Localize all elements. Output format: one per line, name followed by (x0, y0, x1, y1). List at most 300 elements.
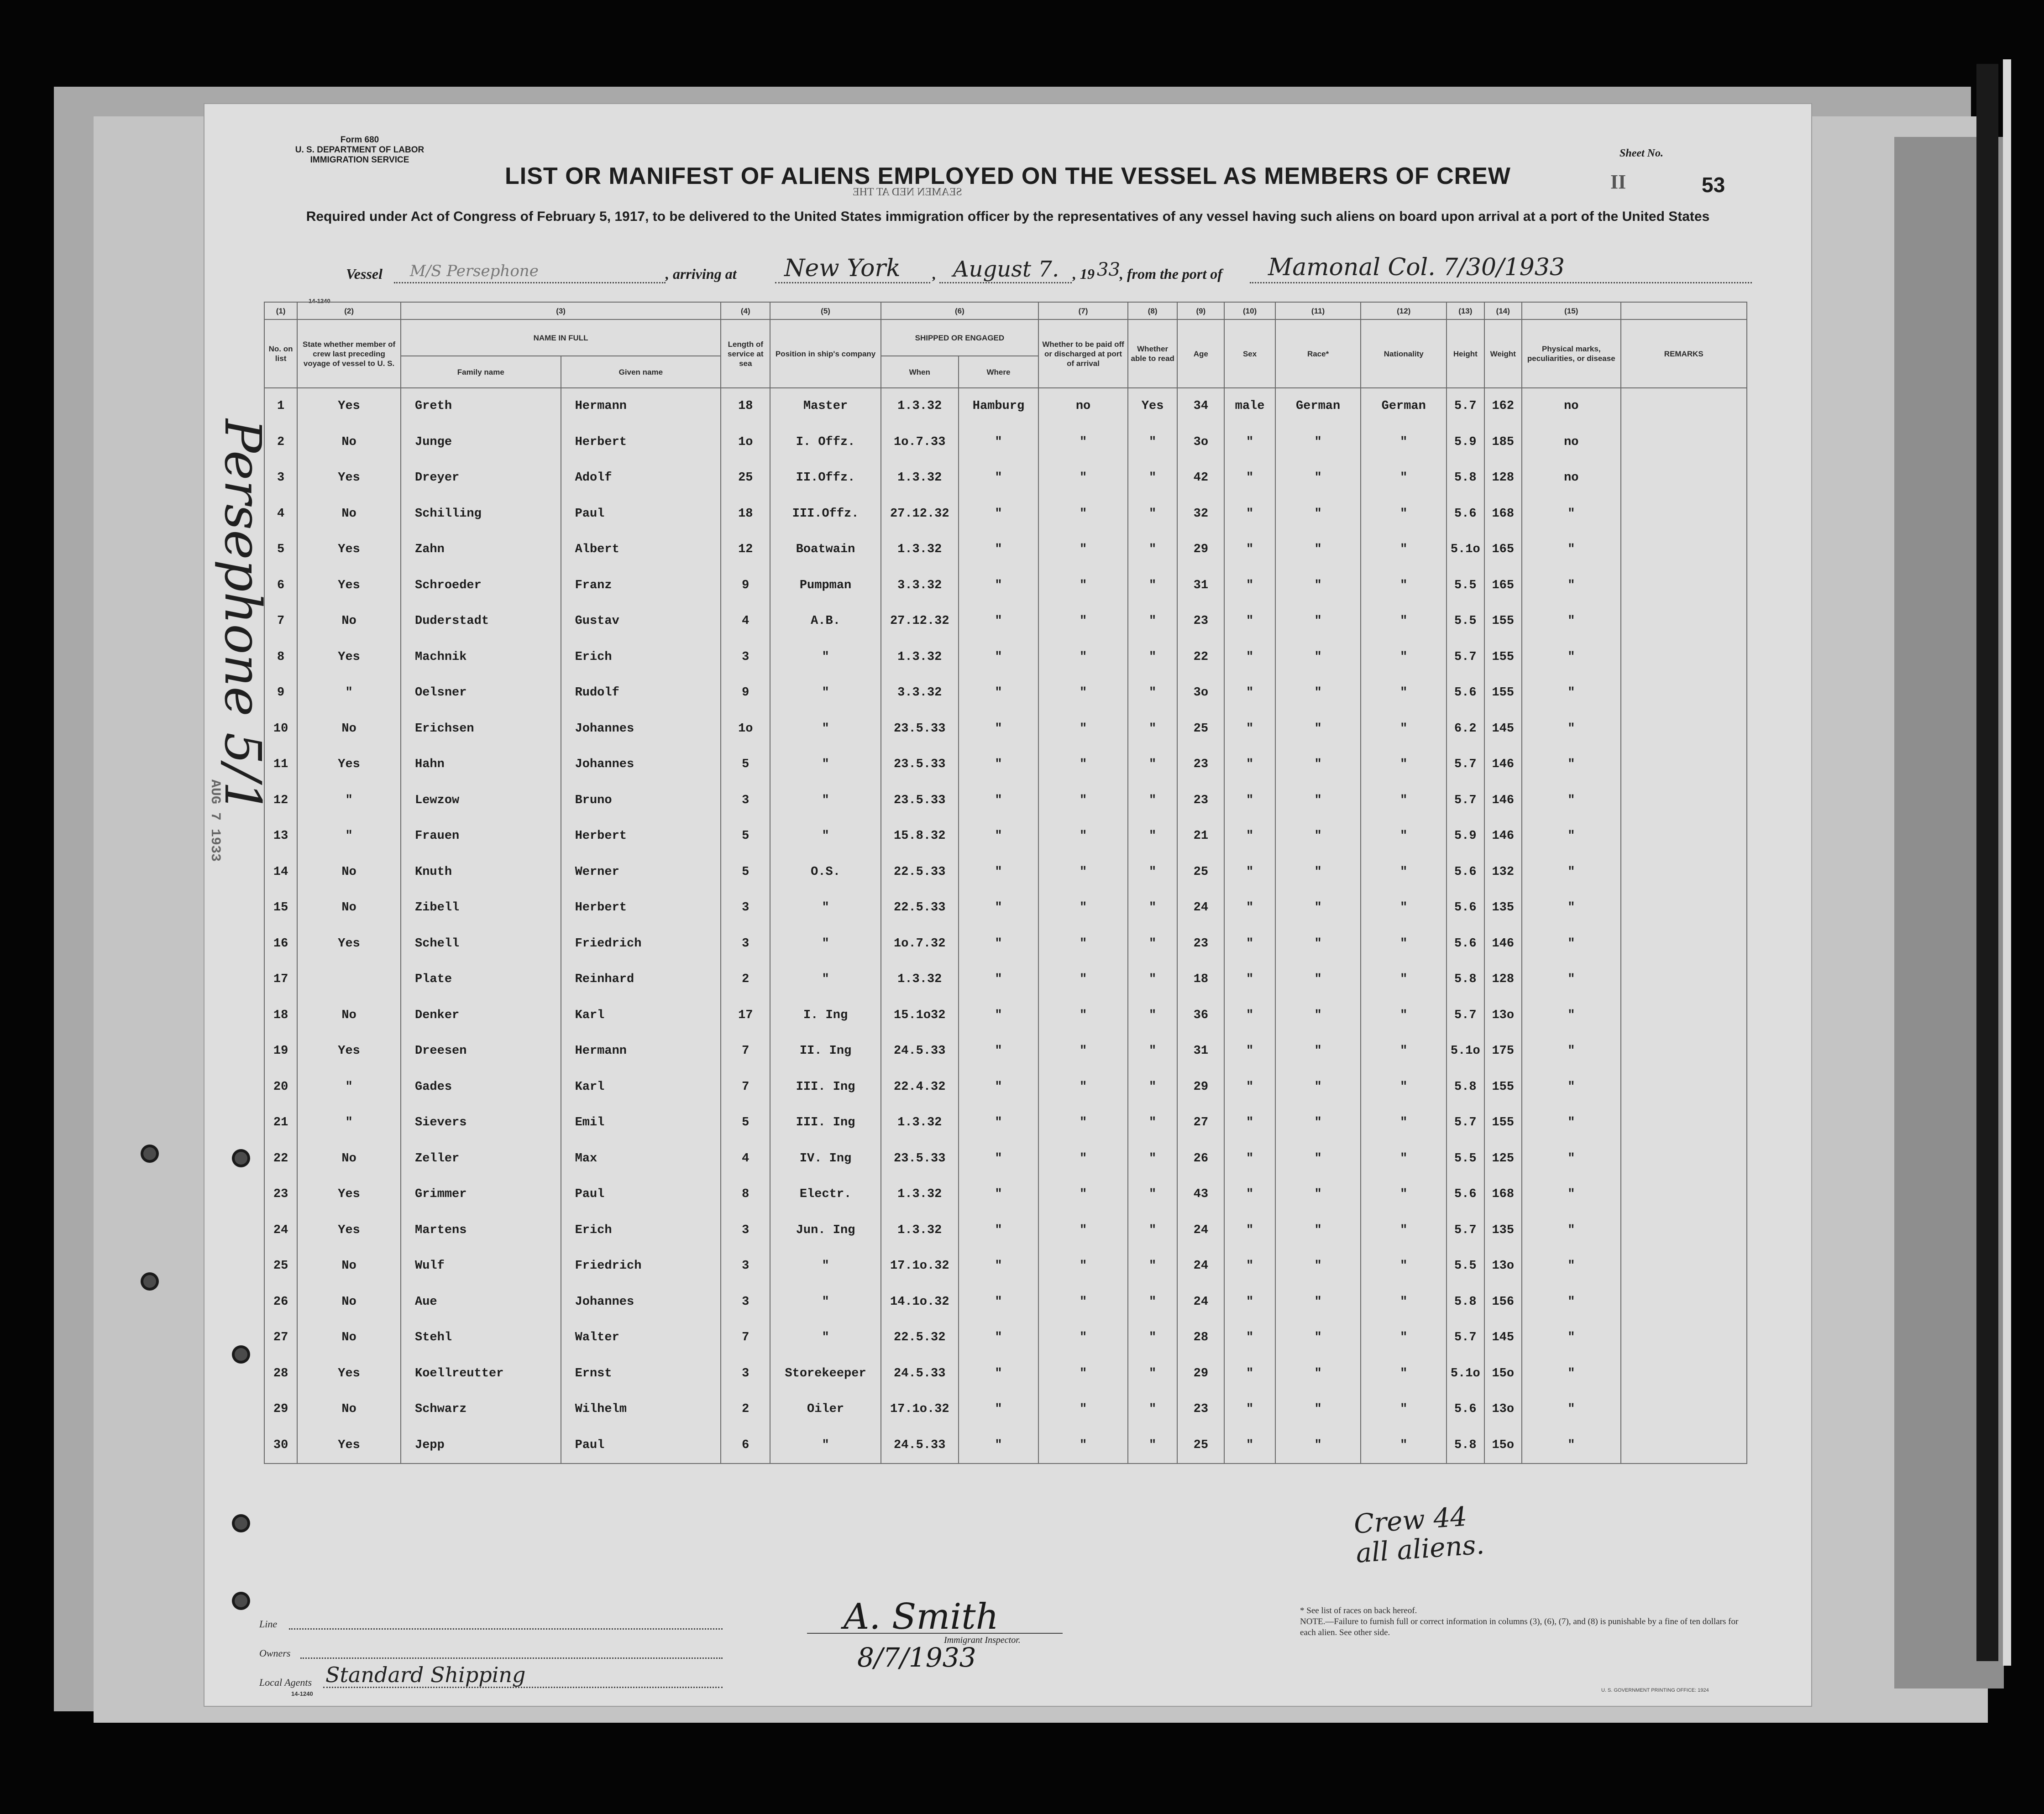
cell-remarks (1621, 675, 1747, 711)
cell-state-whether: No (297, 1284, 401, 1320)
table-row (264, 424, 1747, 460)
cell-age: 18 (1177, 962, 1224, 998)
cell-able-to-read: " (1128, 1141, 1177, 1177)
cell-paid-off: " (1038, 639, 1128, 675)
date-dotted-line (939, 282, 1072, 283)
cell-sex: " (1224, 747, 1275, 783)
cell-able-to-read: " (1128, 1069, 1177, 1105)
cell-race: " (1275, 1391, 1361, 1427)
cell-paid-off: " (1038, 711, 1128, 747)
arriving-label: , arriving at (666, 266, 737, 282)
cell-nationality: " (1361, 962, 1447, 998)
cell-shipped-where: " (959, 1391, 1038, 1427)
cell-length-of-service: 3 (721, 1248, 770, 1284)
cell-race: " (1275, 747, 1361, 783)
header-where: Where (959, 356, 1038, 388)
cell-remarks (1621, 747, 1747, 783)
year-prefix: , 19 (1073, 266, 1095, 282)
cell-state-whether: No (297, 854, 401, 890)
cell-shipped-where: " (959, 854, 1038, 890)
cell-remarks (1621, 1284, 1747, 1320)
cell-height: 5.8 (1447, 1427, 1484, 1464)
cell-nationality: " (1361, 1176, 1447, 1213)
cell-shipped-where: " (959, 818, 1038, 854)
from-port-label: , from the port of (1120, 266, 1222, 282)
cell-physical-marks: " (1522, 675, 1621, 711)
cell-given-name: Rudolf (561, 675, 721, 711)
cell-given-name: Herbert (561, 890, 721, 926)
cell-shipped-where: " (959, 1069, 1038, 1105)
cell-position: " (770, 818, 880, 854)
cell-race: " (1275, 1248, 1361, 1284)
cell-shipped-when: 1.3.32 (881, 962, 959, 998)
cell-shipped-where: " (959, 1320, 1038, 1356)
cell-weight: 155 (1484, 1105, 1522, 1141)
cell-state-whether: Yes (297, 1213, 401, 1249)
cell-shipped-where: " (959, 1213, 1038, 1249)
cell-sex: " (1224, 1069, 1275, 1105)
cell-remarks (1621, 1141, 1747, 1177)
cell-state-whether: " (297, 1069, 401, 1105)
cell-able-to-read: " (1128, 998, 1177, 1034)
cell-state-whether: No (297, 890, 401, 926)
cell-shipped-when: 22.5.32 (881, 1320, 959, 1356)
cell-weight: 155 (1484, 1069, 1522, 1105)
service-name: IMMIGRATION SERVICE (310, 155, 409, 165)
cell-sex: " (1224, 1427, 1275, 1464)
cell-weight: 155 (1484, 603, 1522, 639)
cell-able-to-read: " (1128, 926, 1177, 962)
cell-weight: 132 (1484, 854, 1522, 890)
cell-length-of-service: 1o (721, 711, 770, 747)
cell-race: " (1275, 1284, 1361, 1320)
cell-age: 25 (1177, 711, 1224, 747)
cell-shipped-where: " (959, 1033, 1038, 1069)
cell-row-number: 4 (264, 496, 297, 532)
cell-remarks (1621, 890, 1747, 926)
cell-age: 42 (1177, 460, 1224, 496)
cell-state-whether: Yes (297, 460, 401, 496)
cell-remarks (1621, 1391, 1747, 1427)
cell-able-to-read: " (1128, 568, 1177, 604)
cell-shipped-where: " (959, 496, 1038, 532)
cell-age: 28 (1177, 1320, 1224, 1356)
cell-row-number: 3 (264, 460, 297, 496)
cell-given-name: Karl (561, 998, 721, 1034)
table-row (264, 568, 1747, 604)
cell-row-number: 12 (264, 783, 297, 819)
cell-physical-marks: " (1522, 568, 1621, 604)
cell-remarks (1621, 1176, 1747, 1213)
cell-weight: 146 (1484, 926, 1522, 962)
cell-state-whether: Yes (297, 1356, 401, 1392)
cell-weight: 135 (1484, 1213, 1522, 1249)
cell-state-whether: No (297, 424, 401, 460)
cell-shipped-when: 23.5.33 (881, 783, 959, 819)
cell-height: 5.7 (1447, 388, 1484, 424)
cell-length-of-service: 18 (721, 388, 770, 424)
cell-nationality: " (1361, 675, 1447, 711)
cell-height: 6.2 (1447, 711, 1484, 747)
cell-given-name: Johannes (561, 1284, 721, 1320)
cell-sex: " (1224, 890, 1275, 926)
cell-paid-off: " (1038, 818, 1128, 854)
margin-note: Persephone 5/1 (214, 419, 272, 813)
cell-height: 5.6 (1447, 496, 1484, 532)
cell-sex: " (1224, 962, 1275, 998)
cell-row-number: 29 (264, 1391, 297, 1427)
cell-row-number: 23 (264, 1176, 297, 1213)
cell-age: 23 (1177, 603, 1224, 639)
cell-position: O.S. (770, 854, 880, 890)
cell-age: 23 (1177, 926, 1224, 962)
cell-nationality: " (1361, 532, 1447, 568)
cell-shipped-when: 14.1o.32 (881, 1284, 959, 1320)
cell-position: A.B. (770, 603, 880, 639)
cell-length-of-service: 6 (721, 1427, 770, 1464)
agents-label: Local Agents (259, 1677, 312, 1688)
cell-sex: " (1224, 783, 1275, 819)
cell-sex: " (1224, 1356, 1275, 1392)
departure-port: Mamonal Col. 7/30/1933 (1268, 254, 1565, 281)
table-row (264, 926, 1747, 962)
cell-sex: male (1224, 388, 1275, 424)
cell-row-number: 19 (264, 1033, 297, 1069)
sheet-label: Sheet No. (1619, 147, 1663, 159)
cell-nationality: " (1361, 639, 1447, 675)
header-length-service: Length of service at sea (721, 319, 770, 388)
cell-sex: " (1224, 1105, 1275, 1141)
cell-age: 29 (1177, 1356, 1224, 1392)
cell-nationality: " (1361, 1391, 1447, 1427)
cell-length-of-service: 3 (721, 1213, 770, 1249)
cell-physical-marks: " (1522, 1176, 1621, 1213)
cell-physical-marks: " (1522, 603, 1621, 639)
cell-able-to-read: " (1128, 1105, 1177, 1141)
cell-length-of-service: 7 (721, 1320, 770, 1356)
cell-physical-marks: " (1522, 1105, 1621, 1141)
cell-remarks (1621, 1033, 1747, 1069)
form-code-bottom: 14-1240 (291, 1690, 313, 1697)
cell-remarks (1621, 424, 1747, 460)
table-row (264, 1320, 1747, 1356)
cell-shipped-when: 15.1o32 (881, 998, 959, 1034)
cell-position: Oiler (770, 1391, 880, 1427)
cell-position: " (770, 1320, 880, 1356)
cell-height: 5.6 (1447, 890, 1484, 926)
cell-position: " (770, 962, 880, 998)
cell-sex: " (1224, 1033, 1275, 1069)
cell-nationality: " (1361, 711, 1447, 747)
cell-weight: 15o (1484, 1356, 1522, 1392)
cell-family-name: Zahn (401, 532, 561, 568)
cell-position: I. Ing (770, 998, 880, 1034)
cell-nationality: " (1361, 460, 1447, 496)
cell-weight: 15o (1484, 1427, 1522, 1464)
cell-paid-off: " (1038, 1391, 1128, 1427)
cell-age: 29 (1177, 1069, 1224, 1105)
cell-row-number: 1 (264, 388, 297, 424)
cell-age: 27 (1177, 1105, 1224, 1141)
cell-able-to-read: " (1128, 639, 1177, 675)
cell-length-of-service: 18 (721, 496, 770, 532)
cell-nationality: " (1361, 890, 1447, 926)
cell-length-of-service: 3 (721, 890, 770, 926)
cell-length-of-service: 4 (721, 603, 770, 639)
header-able-read: Whether able to read (1128, 319, 1177, 388)
cell-nationality: " (1361, 998, 1447, 1034)
cell-paid-off: " (1038, 1248, 1128, 1284)
cell-position: II. Ing (770, 1033, 880, 1069)
cell-position: IV. Ing (770, 1141, 880, 1177)
cell-state-whether: " (297, 783, 401, 819)
cell-paid-off: " (1038, 854, 1128, 890)
cell-given-name: Walter (561, 1320, 721, 1356)
cell-age: 23 (1177, 1391, 1224, 1427)
cell-row-number: 14 (264, 854, 297, 890)
col-num: (4) (721, 302, 770, 319)
cell-length-of-service: 7 (721, 1033, 770, 1069)
cell-physical-marks: " (1522, 818, 1621, 854)
cell-age: 26 (1177, 1141, 1224, 1177)
crew-count-line: Crew 44 (1352, 1500, 1468, 1540)
cell-remarks (1621, 1356, 1747, 1392)
cell-family-name: Dreyer (401, 460, 561, 496)
cell-sex: " (1224, 424, 1275, 460)
cell-position: III. Ing (770, 1105, 880, 1141)
cell-race: " (1275, 1141, 1361, 1177)
cell-paid-off: " (1038, 1069, 1128, 1105)
cell-height: 5.7 (1447, 1105, 1484, 1141)
cell-position: Master (770, 388, 880, 424)
cell-row-number: 30 (264, 1427, 297, 1464)
cell-physical-marks: " (1522, 890, 1621, 926)
cell-remarks (1621, 818, 1747, 854)
cell-able-to-read: " (1128, 854, 1177, 890)
cell-height: 5.7 (1447, 783, 1484, 819)
cell-age: 24 (1177, 1213, 1224, 1249)
table-row (264, 1069, 1747, 1105)
table-row (264, 532, 1747, 568)
binder-edge (1976, 64, 1998, 1661)
header-position: Position in ship's company (770, 319, 880, 388)
cell-row-number: 27 (264, 1320, 297, 1356)
cell-race: " (1275, 496, 1361, 532)
cell-age: 31 (1177, 568, 1224, 604)
cell-given-name: Werner (561, 854, 721, 890)
cell-length-of-service: 3 (721, 639, 770, 675)
cell-able-to-read: " (1128, 460, 1177, 496)
cell-weight: 175 (1484, 1033, 1522, 1069)
cell-able-to-read: " (1128, 1248, 1177, 1284)
cell-weight: 145 (1484, 1320, 1522, 1356)
cell-physical-marks: no (1522, 388, 1621, 424)
cell-shipped-when: 3.3.32 (881, 568, 959, 604)
cell-position: Jun. Ing (770, 1213, 880, 1249)
cell-length-of-service: 4 (721, 1141, 770, 1177)
cell-race: " (1275, 926, 1361, 962)
cell-paid-off: " (1038, 1033, 1128, 1069)
cell-shipped-when: 22.4.32 (881, 1069, 959, 1105)
cell-nationality: " (1361, 1105, 1447, 1141)
cell-length-of-service: 2 (721, 1391, 770, 1427)
cell-race: " (1275, 675, 1361, 711)
cell-race: " (1275, 1069, 1361, 1105)
cell-given-name: Ernst (561, 1356, 721, 1392)
form-code: 14-1240 (309, 298, 330, 304)
cell-row-number: 10 (264, 711, 297, 747)
cell-able-to-read: " (1128, 1176, 1177, 1213)
cell-age: 31 (1177, 1033, 1224, 1069)
cell-nationality: " (1361, 496, 1447, 532)
cell-shipped-where: " (959, 890, 1038, 926)
table-row (264, 603, 1747, 639)
cell-given-name: Reinhard (561, 962, 721, 998)
cell-length-of-service: 5 (721, 1105, 770, 1141)
cell-race: " (1275, 783, 1361, 819)
cell-nationality: " (1361, 818, 1447, 854)
col-num: (8) (1128, 302, 1177, 319)
cell-physical-marks: " (1522, 926, 1621, 962)
cell-shipped-where: " (959, 603, 1038, 639)
cell-physical-marks: " (1522, 962, 1621, 998)
cell-height: 5.1o (1447, 532, 1484, 568)
cell-family-name: Gades (401, 1069, 561, 1105)
cell-paid-off: " (1038, 1356, 1128, 1392)
arriving-dotted-line (775, 282, 930, 283)
cell-given-name: Adolf (561, 460, 721, 496)
cell-given-name: Johannes (561, 747, 721, 783)
cell-row-number: 25 (264, 1248, 297, 1284)
cell-paid-off: " (1038, 1141, 1128, 1177)
header-sex: Sex (1224, 319, 1275, 388)
cell-height: 5.7 (1447, 1213, 1484, 1249)
cell-shipped-where: " (959, 711, 1038, 747)
cell-race: " (1275, 962, 1361, 998)
cell-able-to-read: " (1128, 783, 1177, 819)
cell-position: III.Offz. (770, 496, 880, 532)
cell-sex: " (1224, 568, 1275, 604)
cell-shipped-where: Hamburg (959, 388, 1038, 424)
col-num: (11) (1275, 302, 1361, 319)
cell-sex: " (1224, 926, 1275, 962)
cell-length-of-service: 5 (721, 747, 770, 783)
cell-family-name: Sievers (401, 1105, 561, 1141)
cell-physical-marks: " (1522, 711, 1621, 747)
cell-race: " (1275, 1105, 1361, 1141)
cell-shipped-when: 1o.7.32 (881, 926, 959, 962)
cell-sex: " (1224, 1248, 1275, 1284)
cell-length-of-service: 2 (721, 962, 770, 998)
cell-family-name: Aue (401, 1284, 561, 1320)
cell-race: " (1275, 1320, 1361, 1356)
cell-state-whether: No (297, 496, 401, 532)
signature-line (807, 1633, 1063, 1634)
owners-dotted (300, 1657, 723, 1659)
cell-shipped-when: 17.1o.32 (881, 1248, 959, 1284)
cell-age: 32 (1177, 496, 1224, 532)
cell-state-whether: Yes (297, 926, 401, 962)
cell-family-name: Hahn (401, 747, 561, 783)
table-row (264, 747, 1747, 783)
cell-physical-marks: " (1522, 1356, 1621, 1392)
cell-remarks (1621, 1069, 1747, 1105)
cell-able-to-read: " (1128, 818, 1177, 854)
cell-given-name: Friedrich (561, 1248, 721, 1284)
binding-hole (232, 1345, 250, 1364)
cell-state-whether: No (297, 1320, 401, 1356)
arrival-year: 33 (1097, 259, 1120, 280)
cell-family-name: Erichsen (401, 711, 561, 747)
cell-shipped-when: 1.3.32 (881, 532, 959, 568)
cell-able-to-read: " (1128, 424, 1177, 460)
table-row (264, 1033, 1747, 1069)
page-title: LIST OR MANIFEST OF ALIENS EMPLOYED ON THE VESSEL AS MEMBERS OF CREW (505, 163, 1511, 189)
cell-remarks (1621, 603, 1747, 639)
form-number: Form 680 (340, 135, 379, 145)
cell-weight: 168 (1484, 496, 1522, 532)
cell-row-number: 2 (264, 424, 297, 460)
cell-sex: " (1224, 818, 1275, 854)
cell-state-whether: No (297, 603, 401, 639)
cell-shipped-where: " (959, 962, 1038, 998)
col-num: (12) (1361, 302, 1447, 319)
cell-sex: " (1224, 1176, 1275, 1213)
table-row (264, 1141, 1747, 1177)
signature-date: 8/7/1933 (857, 1642, 976, 1673)
cell-given-name: Paul (561, 1176, 721, 1213)
cell-paid-off: " (1038, 532, 1128, 568)
cell-row-number: 28 (264, 1356, 297, 1392)
header-shipped: SHIPPED OR ENGAGED (881, 319, 1038, 356)
cell-row-number: 21 (264, 1105, 297, 1141)
cell-physical-marks: " (1522, 639, 1621, 675)
table-row (264, 1356, 1747, 1392)
cell-height: 5.6 (1447, 675, 1484, 711)
cell-family-name: Knuth (401, 854, 561, 890)
cell-sex: " (1224, 1391, 1275, 1427)
vessel-line (319, 254, 1779, 287)
department-name: U. S. DEPARTMENT OF LABOR (295, 145, 425, 155)
crew-table-body (264, 388, 1747, 1464)
cell-row-number: 7 (264, 603, 297, 639)
cell-shipped-when: 24.5.33 (881, 1427, 959, 1464)
cell-row-number: 5 (264, 532, 297, 568)
cell-weight: 146 (1484, 747, 1522, 783)
cell-length-of-service: 7 (721, 1069, 770, 1105)
crew-count-note (1353, 1500, 1485, 1568)
cell-nationality: " (1361, 1284, 1447, 1320)
cell-race: " (1275, 890, 1361, 926)
cell-race: " (1275, 1033, 1361, 1069)
cell-weight: 13o (1484, 998, 1522, 1034)
cell-paid-off: " (1038, 460, 1128, 496)
cell-position: " (770, 711, 880, 747)
cell-paid-off: " (1038, 424, 1128, 460)
cell-shipped-where: " (959, 424, 1038, 460)
cell-remarks (1621, 496, 1747, 532)
form-identifier (273, 135, 446, 165)
cell-shipped-where: " (959, 1248, 1038, 1284)
cell-family-name: Stehl (401, 1320, 561, 1356)
cell-weight: 128 (1484, 460, 1522, 496)
cell-given-name: Franz (561, 568, 721, 604)
header-physical: Physical marks, peculiarities, or disease (1522, 319, 1621, 388)
col-num: (6) (881, 302, 1038, 319)
cell-shipped-when: 22.5.33 (881, 854, 959, 890)
cell-able-to-read: " (1128, 675, 1177, 711)
cell-physical-marks: " (1522, 1141, 1621, 1177)
